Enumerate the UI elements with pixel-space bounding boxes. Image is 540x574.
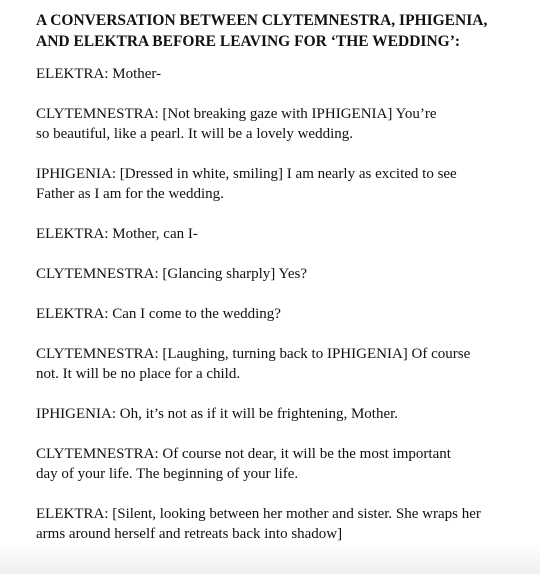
dialogue-text: CLYTEMNESTRA: [Laughing, turning back to IPHIGENIA] Of course: [36, 346, 471, 362]
dialogue-text: ELEKTRA: Mother-: [36, 66, 162, 82]
dialogue-text: ELEKTRA: [Silent, looking between her mother and sister. She wraps her: [36, 506, 481, 522]
dialogue-text: IPHIGENIA: [Dressed in white, smiling] I am nearly as excited to see: [36, 166, 457, 182]
title-line: AND ELEKTRA BEFORE LEAVING FOR ‘THE WEDDING’:: [36, 33, 461, 50]
dialogue-text: CLYTEMNESTRA: [Glancing sharply] Yes?: [36, 266, 307, 282]
dialogue-text: arms around herself and retreats back into shadow]: [36, 526, 343, 542]
dialogue-text: so beautiful, like a pearl. It will be a lovely wedding.: [36, 126, 353, 142]
dialogue-text: day of your life. The beginning of your life.: [36, 466, 299, 482]
dialogue-text: not. It will be no place for a child.: [36, 366, 241, 382]
dialogue-line: [36, 404, 506, 424]
dialogue-line: [36, 344, 506, 384]
dialogue-line: [36, 64, 506, 84]
title-line: A CONVERSATION BETWEEN CLYTEMNESTRA, IPHIGENIA,: [36, 12, 488, 29]
dialogue-line: [36, 304, 506, 324]
dialogue-text: ELEKTRA: Can I come to the wedding?: [36, 306, 281, 322]
dialogue-text: Father as I am for the wedding.: [36, 186, 224, 202]
dialogue-line: [36, 444, 506, 484]
dialogue-text: CLYTEMNESTRA: Of course not dear, it will be the most important: [36, 446, 451, 462]
dialogue-text: CLYTEMNESTRA: [Not breaking gaze with IPHIGENIA] You’re: [36, 106, 437, 122]
dialogue-line: [36, 164, 506, 204]
dialogue-line: [36, 504, 506, 544]
dialogue-line: [36, 264, 506, 284]
dialogue-line: [36, 104, 506, 144]
document-title: [36, 10, 506, 52]
document-page: [36, 10, 506, 564]
dialogue-text: IPHIGENIA: Oh, it’s not as if it will be frightening, Mother.: [36, 406, 399, 422]
dialogue-line: [36, 224, 506, 244]
dialogue-text: ELEKTRA: Mother, can I-: [36, 226, 198, 242]
